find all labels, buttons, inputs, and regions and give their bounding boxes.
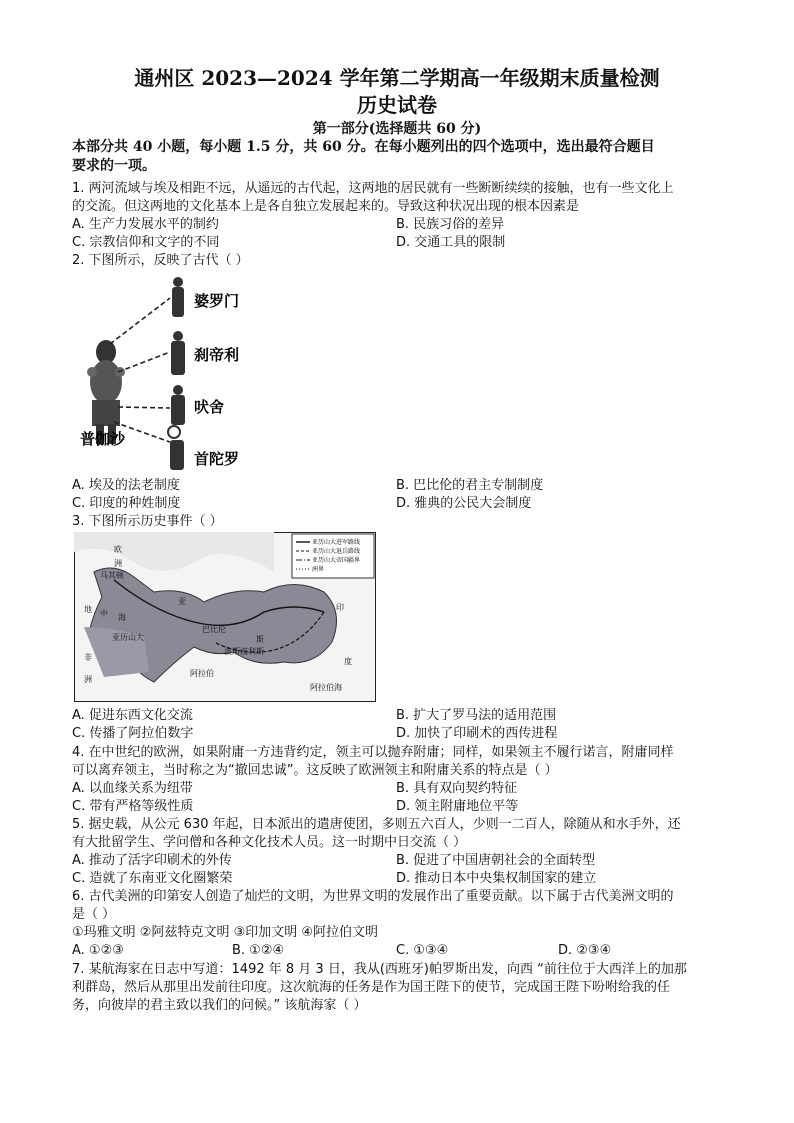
q7-stem-line-2: 利群岛，然后从那里出发前往印度。这次航海的任务是作为国王陛下的使节，完成国王陛下吩咐给我的任 <box>72 980 671 995</box>
map-label: 巴比伦 <box>202 625 226 634</box>
map-label: 斯 <box>256 635 264 644</box>
q6-option-a: A. ①②③ <box>72 943 124 958</box>
q3-stem: 3. 下图所示历史事件（ ） <box>72 514 223 529</box>
q5-option-b: B. 促进了中国唐朝社会的全面转型 <box>396 853 596 868</box>
map-label: 洲 <box>114 559 122 568</box>
caste-figures <box>168 277 185 470</box>
q5-option-a: A. 推动了活字印刷术的外传 <box>72 853 232 868</box>
map-label: 阿拉伯 <box>190 669 214 678</box>
q1-option-b: B. 民族习俗的差异 <box>396 217 505 232</box>
q6-stem-line-1: 6. 古代美洲的印第安人创造了灿烂的文明，为世界文明的发展作出了重要贡献。以下属于古代美洲文明的 <box>72 889 674 904</box>
q1-option-d: D. 交通工具的限制 <box>396 235 506 250</box>
q7-stem-line-1: 7. 某航海家在日志中写道：1492 年 8 月 3 日，我从(西班牙)帕罗斯出发，向西 “前往位于大西洋上的加那 <box>72 962 687 977</box>
exam-title: 通州区 2023—2024 学年第二学期高一年级期末质量检测 <box>134 66 660 90</box>
legend-route-advance: 亚历山大进军路线 <box>312 539 361 546</box>
caste-label-brahmin: 婆罗门 <box>194 292 240 310</box>
deity-illustration <box>87 340 125 444</box>
q3-option-b: B. 扩大了罗马法的适用范围 <box>396 708 557 723</box>
q7-stem-line-3: 务，向彼岸的君主致以我们的问候。” 该航海家（ ） <box>72 998 367 1013</box>
q4-option-c: C. 带有严格等级性质 <box>72 799 194 814</box>
q2-option-d: D. 雅典的公民大会制度 <box>396 496 532 511</box>
q1-option-c: C. 宗教信仰和文字的不同 <box>72 235 220 250</box>
q3-option-c: C. 传播了阿拉伯数字 <box>72 726 194 741</box>
q4-option-a: A. 以血缘关系为纽带 <box>72 781 193 796</box>
map-label: 非 <box>84 653 92 662</box>
q2-stem: 2. 下图所示，反映了古代（ ） <box>72 253 249 268</box>
map-label: 地 <box>84 605 92 614</box>
q1-stem-line-2: 的交流。但这两地的文化基本上是各自独立发展起来的。导致这种状况出现的根本因素是 <box>72 199 580 214</box>
section-heading: 第一部分(选择题共 60 分) <box>312 121 482 137</box>
q6-items: ①玛雅文明 ②阿兹特克文明 ③印加文明 ④阿拉伯文明 <box>72 925 379 940</box>
map-label: 中 <box>100 609 108 618</box>
q5-stem-line-1: 5. 据史载，从公元 630 年起，日本派出的遣唐使团，多则五六百人，少则一二百人，除随从和水手外，还 <box>72 817 681 832</box>
caste-figure <box>78 272 258 477</box>
map-label: 亚 <box>178 597 186 606</box>
legend-empire-border: 亚历山大帝国疆界 <box>312 557 361 564</box>
map-label: 欧 <box>114 545 122 554</box>
q4-stem-line-1: 4. 在中世纪的欧洲，如果附庸一方违背约定，领主可以抛弃附庸；同样，如果领主不履行诺言，附庸同样 <box>72 745 674 760</box>
legend-continent-border: 洲界 <box>312 566 325 573</box>
map-label: 马其顿 <box>100 571 124 580</box>
q6-option-d: D. ②③④ <box>558 943 612 958</box>
q3-option-a: A. 促进东西文化交流 <box>72 708 193 723</box>
caste-label-kshatriya: 刹帝利 <box>194 346 240 364</box>
q1-stem-line-1: 1. 两河流域与埃及相距不远，从遥远的古代起，这两地的居民就有一些断断续续的接触，也有一些文化上 <box>72 181 674 196</box>
q4-stem-line-2: 可以离弃领主，当时称之为“撤回忠诚”。这反映了欧洲领主和附庸关系的特点是（ ） <box>72 763 558 778</box>
q6-stem-line-2: 是（ ） <box>72 907 116 922</box>
q6-option-b: B. ①②④ <box>232 943 285 958</box>
q5-option-c: C. 造就了东南亚文化圈繁荣 <box>72 871 233 886</box>
instructions-line-1: 本部分共 40 小题，每小题 1.5 分，共 60 分。在每小题列出的四个选项中，选出最符合题目 <box>72 139 655 155</box>
q2-option-c: C. 印度的种姓制度 <box>72 496 181 511</box>
map-label: 海 <box>118 613 126 622</box>
map-label: 亚历山大 <box>112 633 144 642</box>
map-legend <box>292 534 374 578</box>
map-label: 洲 <box>84 675 92 684</box>
map-label: 阿拉伯海 <box>310 683 342 692</box>
caste-label-shudra: 首陀罗 <box>194 450 240 468</box>
q1-option-a: A. 生产力发展水平的制约 <box>72 217 219 232</box>
q2-option-b: B. 巴比伦的君主专制制度 <box>396 478 544 493</box>
q3-option-d: D. 加快了印刷术的西传进程 <box>396 726 558 741</box>
q2-option-a: A. 埃及的法老制度 <box>72 478 180 493</box>
q4-option-d: D. 领主附庸地位平等 <box>396 799 519 814</box>
deity-label: 普伽沙 <box>80 430 126 448</box>
q5-stem-line-2: 有大批留学生、学问僧和各种文化技术人员。这一时期中日交流（ ） <box>72 835 467 850</box>
q4-option-b: B. 具有双向契约特征 <box>396 781 518 796</box>
instructions-line-2: 要求的一项。 <box>72 158 156 174</box>
alexander-empire-map <box>74 532 376 702</box>
map-label: 印 <box>336 603 344 612</box>
legend-route-retreat: 亚历山大退兵路线 <box>312 548 361 555</box>
map-label: 波斯波利斯 <box>224 647 264 656</box>
q5-option-d: D. 推动日本中央集权制国家的建立 <box>396 871 597 886</box>
caste-label-vaishya: 吠舍 <box>194 398 225 416</box>
q6-option-c: C. ①③④ <box>396 943 449 958</box>
exam-subtitle: 历史试卷 <box>357 93 437 117</box>
map-label: 度 <box>344 657 352 666</box>
